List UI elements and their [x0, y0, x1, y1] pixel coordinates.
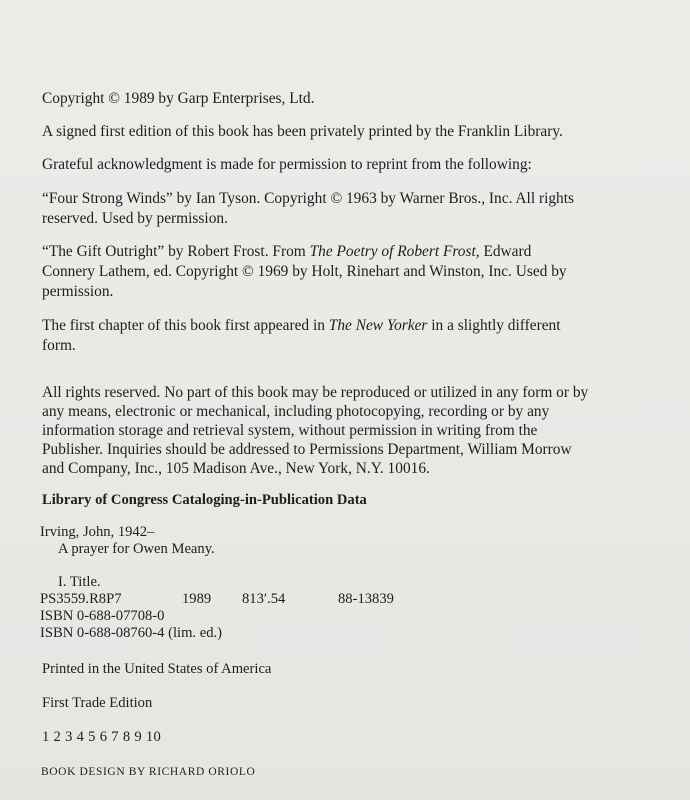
first-chapter-post: in a slightly different [427, 317, 561, 334]
copyright-line: Copyright © 1989 by Garp Enterprises, Ltd. [42, 90, 315, 107]
edition-line: First Trade Edition [42, 695, 153, 711]
permission-2-line-2: Connery Lathem, ed. Copyright © 1969 by Holt, Rinehart and Winston, Inc. Used by [42, 263, 567, 280]
rights-line: any means, electronic or mechanical, including photocopying, recording or by any [42, 403, 550, 420]
cip-title: A prayer for Owen Meany. [58, 541, 215, 557]
rights-line: and Company, Inc., 105 Madison Ave., New York, N.Y. 10016. [42, 460, 430, 477]
permission-2-book-title: The Poetry of Robert Frost, [309, 243, 480, 260]
permission-2-line-1-pre: “The Gift Outright” by Robert Frost. From [42, 243, 310, 260]
rights-line: information storage and retrieval system, without permission in writing from the [42, 422, 538, 439]
rights-line: All rights reserved. No part of this book may be reproduced or utilized in any form or by [42, 384, 589, 401]
first-chapter-line-2: form. [42, 337, 76, 354]
cip-isbn-limited: ISBN 0-688-08760-4 (lim. ed.) [40, 625, 222, 641]
cip-isbn-trade: ISBN 0-688-07708-0 [40, 608, 165, 624]
acknowledgment-line: Grateful acknowledgment is made for permission to reprint from the following: [42, 156, 532, 173]
cip-heading: Library of Congress Cataloging-in-Publication Data [42, 492, 367, 508]
rights-reserved-block [42, 383, 588, 478]
permission-1-line-2: reserved. Used by permission. [42, 210, 228, 227]
permission-four-strong-winds [42, 189, 574, 229]
printed-in-line: Printed in the United States of America [42, 661, 272, 677]
printing-line: 1 2 3 4 5 6 7 8 9 10 [42, 729, 162, 745]
permission-1-line-1: “Four Strong Winds” by Ian Tyson. Copyright © 1963 by Warner Bros., Inc. All rights [42, 190, 575, 207]
signed-edition-note: A signed first edition of this book has been privately printed by the Franklin Library. [42, 123, 563, 140]
cip-classification-row [40, 591, 660, 608]
cip-year: 1989 [182, 591, 212, 607]
permission-2-line-3: permission. [42, 283, 114, 300]
cip-author: Irving, John, 1942– [40, 524, 155, 540]
first-chapter-pre: The first chapter of this book first appeared in [42, 317, 329, 334]
permission-2-line-1-post: Edward [479, 243, 532, 260]
first-chapter-note [42, 316, 561, 356]
magazine-title: The New Yorker [328, 317, 428, 334]
permission-gift-outright [42, 242, 567, 302]
book-design-credit: BOOK DESIGN BY RICHARD ORIOLO [41, 766, 256, 778]
cip-subject: I. Title. [58, 574, 101, 590]
cip-lccn: 88-13839 [338, 591, 394, 607]
rights-line: Publisher. Inquiries should be addressed to Permissions Department, William Morrow [42, 441, 572, 458]
cip-call-number: PS3559.R8P7 [40, 591, 122, 607]
cip-dewey: 813′.54 [242, 591, 286, 607]
